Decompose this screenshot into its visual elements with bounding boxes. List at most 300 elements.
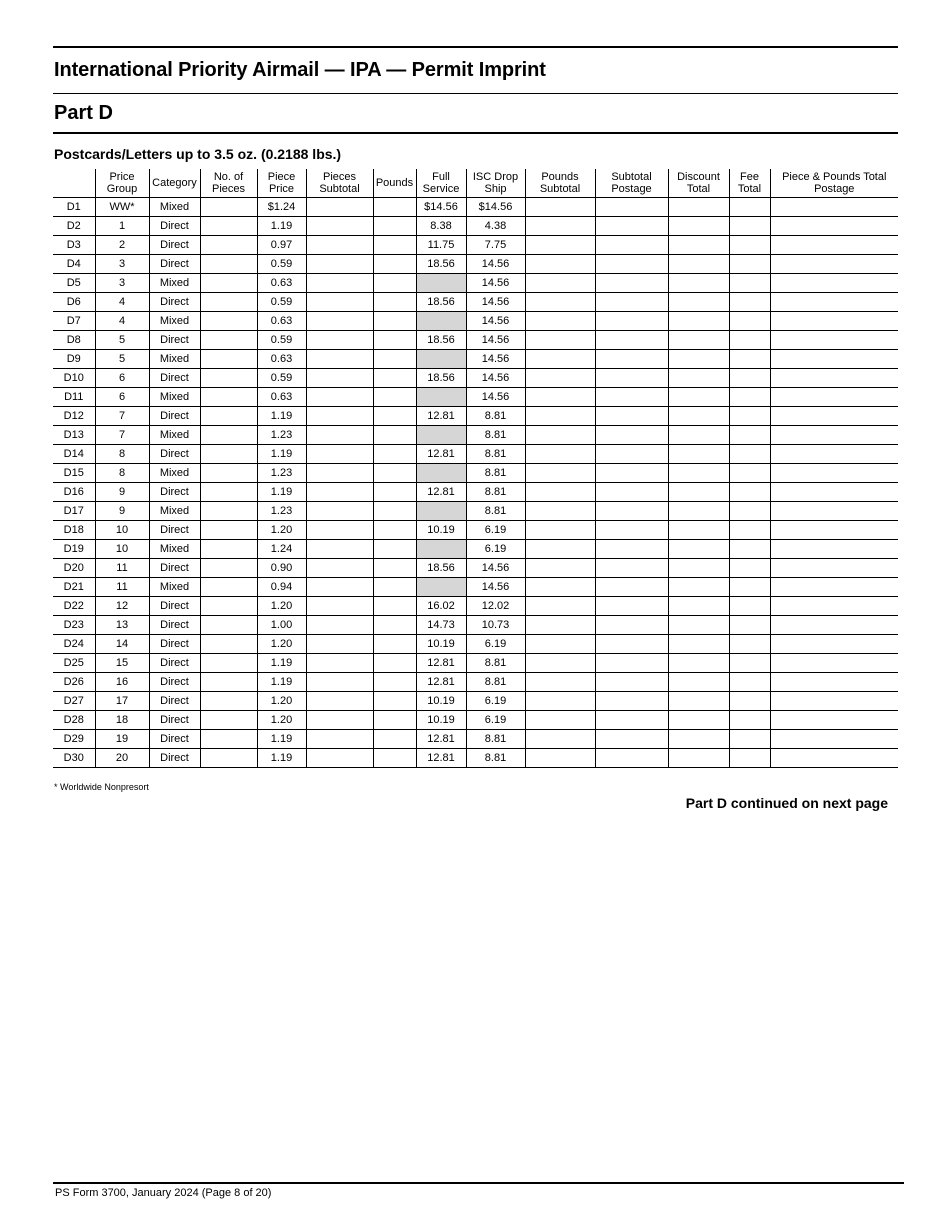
row-id: D25 [53, 654, 95, 673]
fee-total-input[interactable] [729, 426, 770, 445]
pounds-subtotal-input[interactable] [525, 483, 595, 502]
pounds-input[interactable] [373, 350, 416, 369]
fee-total-input[interactable] [729, 559, 770, 578]
pounds-subtotal-input[interactable] [525, 616, 595, 635]
piece-price-cell: 1.23 [257, 464, 306, 483]
piece-price-cell: 1.19 [257, 217, 306, 236]
pounds-input[interactable] [373, 483, 416, 502]
subtotal-postage-input[interactable] [595, 350, 668, 369]
pounds-subtotal-input[interactable] [525, 654, 595, 673]
pieces-input[interactable] [200, 673, 257, 692]
pieces-subtotal-input[interactable] [306, 540, 373, 559]
pieces-subtotal-input[interactable] [306, 616, 373, 635]
pieces-input[interactable] [200, 369, 257, 388]
subtotal-postage-input[interactable] [595, 502, 668, 521]
pounds-input[interactable] [373, 274, 416, 293]
row-id: D5 [53, 274, 95, 293]
price-group-cell: 5 [95, 350, 149, 369]
fee-total-input[interactable] [729, 388, 770, 407]
pounds-subtotal-input[interactable] [525, 673, 595, 692]
fee-total-input[interactable] [729, 540, 770, 559]
price-group-cell: 13 [95, 616, 149, 635]
pounds-input[interactable] [373, 521, 416, 540]
price-group-cell: 3 [95, 255, 149, 274]
pounds-input[interactable] [373, 578, 416, 597]
pieces-input[interactable] [200, 616, 257, 635]
total-postage-input[interactable] [770, 483, 898, 502]
pieces-input[interactable] [200, 293, 257, 312]
row-id: D24 [53, 635, 95, 654]
pieces-input[interactable] [200, 559, 257, 578]
fee-total-input[interactable] [729, 616, 770, 635]
fee-total-input[interactable] [729, 692, 770, 711]
pounds-subtotal-input[interactable] [525, 255, 595, 274]
total-postage-input[interactable] [770, 255, 898, 274]
pounds-subtotal-input[interactable] [525, 502, 595, 521]
pieces-input[interactable] [200, 749, 257, 768]
subtotal-postage-input[interactable] [595, 730, 668, 749]
pieces-input[interactable] [200, 426, 257, 445]
discount-total-input[interactable] [668, 635, 729, 654]
pieces-subtotal-input[interactable] [306, 502, 373, 521]
row-id: D13 [53, 426, 95, 445]
pieces-input[interactable] [200, 198, 257, 217]
pieces-subtotal-input[interactable] [306, 274, 373, 293]
pounds-input[interactable] [373, 711, 416, 730]
pounds-subtotal-input[interactable] [525, 464, 595, 483]
piece-price-cell: 1.19 [257, 749, 306, 768]
subtotal-postage-input[interactable] [595, 673, 668, 692]
total-postage-input[interactable] [770, 540, 898, 559]
pieces-input[interactable] [200, 483, 257, 502]
pounds-subtotal-input[interactable] [525, 749, 595, 768]
pieces-subtotal-input[interactable] [306, 749, 373, 768]
isc-drop-ship-cell: 14.56 [466, 350, 525, 369]
full-service-cell: 12.81 [416, 407, 466, 426]
pounds-input[interactable] [373, 369, 416, 388]
discount-total-input[interactable] [668, 312, 729, 331]
fee-total-input[interactable] [729, 350, 770, 369]
table-row [53, 350, 898, 369]
discount-total-input[interactable] [668, 198, 729, 217]
pieces-input[interactable] [200, 597, 257, 616]
total-postage-input[interactable] [770, 293, 898, 312]
subtotal-postage-input[interactable] [595, 711, 668, 730]
pounds-input[interactable] [373, 464, 416, 483]
subtotal-postage-input[interactable] [595, 578, 668, 597]
discount-total-input[interactable] [668, 654, 729, 673]
discount-total-input[interactable] [668, 331, 729, 350]
full-service-cell: 18.56 [416, 331, 466, 350]
discount-total-input[interactable] [668, 407, 729, 426]
pieces-input[interactable] [200, 331, 257, 350]
subtotal-postage-input[interactable] [595, 255, 668, 274]
subtotal-postage-input[interactable] [595, 635, 668, 654]
subtotal-postage-input[interactable] [595, 654, 668, 673]
pounds-subtotal-input[interactable] [525, 350, 595, 369]
total-postage-input[interactable] [770, 331, 898, 350]
row-id: D29 [53, 730, 95, 749]
discount-total-input[interactable] [668, 673, 729, 692]
full-service-cell: 12.81 [416, 445, 466, 464]
pieces-subtotal-input[interactable] [306, 578, 373, 597]
fee-total-input[interactable] [729, 312, 770, 331]
fee-total-input[interactable] [729, 711, 770, 730]
discount-total-input[interactable] [668, 369, 729, 388]
pounds-subtotal-input[interactable] [525, 559, 595, 578]
pieces-subtotal-input[interactable] [306, 331, 373, 350]
fee-total-input[interactable] [729, 502, 770, 521]
pounds-input[interactable] [373, 255, 416, 274]
full-service-cell: 12.81 [416, 673, 466, 692]
table-row [53, 673, 898, 692]
table-header-row [53, 169, 898, 198]
pounds-input[interactable] [373, 293, 416, 312]
row-id: D15 [53, 464, 95, 483]
total-postage-input[interactable] [770, 521, 898, 540]
pieces-input[interactable] [200, 654, 257, 673]
full-service-cell: 16.02 [416, 597, 466, 616]
subtotal-postage-input[interactable] [595, 445, 668, 464]
subtotal-postage-input[interactable] [595, 407, 668, 426]
pounds-subtotal-input[interactable] [525, 692, 595, 711]
total-postage-input[interactable] [770, 198, 898, 217]
fee-total-input[interactable] [729, 369, 770, 388]
fee-total-input[interactable] [729, 217, 770, 236]
total-postage-input[interactable] [770, 597, 898, 616]
pieces-subtotal-input[interactable] [306, 293, 373, 312]
pounds-subtotal-input[interactable] [525, 236, 595, 255]
pieces-subtotal-input[interactable] [306, 711, 373, 730]
total-postage-input[interactable] [770, 236, 898, 255]
category-cell: Direct [149, 635, 200, 654]
discount-total-input[interactable] [668, 540, 729, 559]
pounds-input[interactable] [373, 236, 416, 255]
pounds-subtotal-input[interactable] [525, 217, 595, 236]
discount-total-header: Discount Total [668, 169, 729, 198]
table-row [53, 388, 898, 407]
pieces-input[interactable] [200, 445, 257, 464]
piece-price-cell: 0.59 [257, 331, 306, 350]
pieces-subtotal-input[interactable] [306, 521, 373, 540]
total-postage-input[interactable] [770, 407, 898, 426]
category-cell: Direct [149, 749, 200, 768]
subtotal-postage-input[interactable] [595, 426, 668, 445]
full-service-cell: $14.56 [416, 198, 466, 217]
piece-price-cell: 0.94 [257, 578, 306, 597]
category-cell: Direct [149, 255, 200, 274]
pounds-input[interactable] [373, 692, 416, 711]
piece-price-cell: 0.63 [257, 388, 306, 407]
total-postage-input[interactable] [770, 711, 898, 730]
total-postage-input[interactable] [770, 730, 898, 749]
subtotal-postage-input[interactable] [595, 236, 668, 255]
pounds-input[interactable] [373, 597, 416, 616]
total-postage-input[interactable] [770, 654, 898, 673]
pounds-subtotal-input[interactable] [525, 578, 595, 597]
pieces-input[interactable] [200, 578, 257, 597]
pieces-subtotal-input[interactable] [306, 198, 373, 217]
pounds-input[interactable] [373, 445, 416, 464]
pieces-input[interactable] [200, 350, 257, 369]
table-row [53, 730, 898, 749]
subtotal-postage-input[interactable] [595, 597, 668, 616]
pieces-subtotal-input[interactable] [306, 350, 373, 369]
pieces-input[interactable] [200, 464, 257, 483]
total-postage-input[interactable] [770, 426, 898, 445]
discount-total-input[interactable] [668, 711, 729, 730]
subtotal-postage-input[interactable] [595, 559, 668, 578]
subtotal-postage-input[interactable] [595, 369, 668, 388]
pieces-subtotal-input[interactable] [306, 312, 373, 331]
subtotal-postage-input[interactable] [595, 217, 668, 236]
pieces-input[interactable] [200, 407, 257, 426]
pieces-subtotal-input[interactable] [306, 388, 373, 407]
total-postage-input[interactable] [770, 274, 898, 293]
subtotal-postage-input[interactable] [595, 616, 668, 635]
pounds-input[interactable] [373, 654, 416, 673]
fee-total-input[interactable] [729, 483, 770, 502]
subtotal-postage-input[interactable] [595, 274, 668, 293]
discount-total-input[interactable] [668, 236, 729, 255]
pounds-input[interactable] [373, 540, 416, 559]
discount-total-input[interactable] [668, 692, 729, 711]
isc-drop-ship-cell: 8.81 [466, 749, 525, 768]
pounds-input[interactable] [373, 217, 416, 236]
fee-total-input[interactable] [729, 521, 770, 540]
row-id: D22 [53, 597, 95, 616]
pounds-subtotal-input[interactable] [525, 635, 595, 654]
pounds-subtotal-input[interactable] [525, 198, 595, 217]
pounds-input[interactable] [373, 312, 416, 331]
row-id: D2 [53, 217, 95, 236]
pieces-input[interactable] [200, 540, 257, 559]
fee-total-input[interactable] [729, 673, 770, 692]
subtotal-postage-input[interactable] [595, 483, 668, 502]
pounds-input[interactable] [373, 616, 416, 635]
fee-total-input[interactable] [729, 635, 770, 654]
discount-total-input[interactable] [668, 521, 729, 540]
section-heading: Postcards/Letters up to 3.5 oz. (0.2188 lbs.) [54, 146, 342, 162]
subtotal-postage-input[interactable] [595, 331, 668, 350]
pieces-input[interactable] [200, 217, 257, 236]
pounds-input[interactable] [373, 331, 416, 350]
pounds-subtotal-input[interactable] [525, 540, 595, 559]
category-cell: Direct [149, 692, 200, 711]
discount-total-input[interactable] [668, 445, 729, 464]
isc-drop-ship-cell: 6.19 [466, 711, 525, 730]
pounds-input[interactable] [373, 426, 416, 445]
subtotal-postage-input[interactable] [595, 198, 668, 217]
pieces-subtotal-input[interactable] [306, 635, 373, 654]
pieces-subtotal-input[interactable] [306, 255, 373, 274]
pounds-input[interactable] [373, 730, 416, 749]
pieces-subtotal-input[interactable] [306, 426, 373, 445]
total-postage-input[interactable] [770, 445, 898, 464]
piece-price-cell: 1.19 [257, 673, 306, 692]
pounds-input[interactable] [373, 407, 416, 426]
pieces-input[interactable] [200, 635, 257, 654]
total-postage-input[interactable] [770, 578, 898, 597]
pounds-subtotal-input[interactable] [525, 274, 595, 293]
full-service-cell [416, 274, 466, 293]
pieces-subtotal-input[interactable] [306, 597, 373, 616]
price-group-cell: WW* [95, 198, 149, 217]
price-group-cell: 2 [95, 236, 149, 255]
pounds-subtotal-input[interactable] [525, 445, 595, 464]
pounds-input[interactable] [373, 673, 416, 692]
fee-total-input[interactable] [729, 597, 770, 616]
pounds-input[interactable] [373, 635, 416, 654]
fee-total-input[interactable] [729, 464, 770, 483]
pieces-input[interactable] [200, 730, 257, 749]
total-postage-input[interactable] [770, 369, 898, 388]
fee-total-input[interactable] [729, 730, 770, 749]
pieces-input[interactable] [200, 312, 257, 331]
discount-total-input[interactable] [668, 597, 729, 616]
isc-drop-ship-cell: 14.56 [466, 293, 525, 312]
discount-total-input[interactable] [668, 350, 729, 369]
table-row [53, 407, 898, 426]
pounds-subtotal-input[interactable] [525, 388, 595, 407]
pounds-subtotal-input[interactable] [525, 369, 595, 388]
isc-drop-ship-cell: 14.56 [466, 388, 525, 407]
discount-total-input[interactable] [668, 274, 729, 293]
subtotal-postage-input[interactable] [595, 540, 668, 559]
pounds-subtotal-input[interactable] [525, 711, 595, 730]
total-postage-input[interactable] [770, 692, 898, 711]
pieces-header: No. of Pieces [200, 169, 257, 198]
fee-total-input[interactable] [729, 331, 770, 350]
row-id: D8 [53, 331, 95, 350]
fee-total-input[interactable] [729, 749, 770, 768]
pounds-subtotal-input[interactable] [525, 730, 595, 749]
fee-total-input[interactable] [729, 274, 770, 293]
fee-total-input[interactable] [729, 654, 770, 673]
subtotal-postage-input[interactable] [595, 692, 668, 711]
pounds-subtotal-input[interactable] [525, 521, 595, 540]
total-postage-input[interactable] [770, 673, 898, 692]
total-postage-input[interactable] [770, 749, 898, 768]
fee-total-input[interactable] [729, 578, 770, 597]
pieces-subtotal-input[interactable] [306, 692, 373, 711]
isc-drop-ship-cell: 6.19 [466, 635, 525, 654]
discount-total-input[interactable] [668, 616, 729, 635]
pounds-subtotal-input[interactable] [525, 597, 595, 616]
pounds-subtotal-input[interactable] [525, 293, 595, 312]
pieces-subtotal-input[interactable] [306, 673, 373, 692]
subtotal-postage-input[interactable] [595, 293, 668, 312]
discount-total-input[interactable] [668, 502, 729, 521]
row-id: D21 [53, 578, 95, 597]
fee-total-input[interactable] [729, 198, 770, 217]
discount-total-input[interactable] [668, 749, 729, 768]
pieces-input[interactable] [200, 255, 257, 274]
pounds-subtotal-input[interactable] [525, 331, 595, 350]
table-row [53, 369, 898, 388]
fee-total-input[interactable] [729, 293, 770, 312]
pieces-input[interactable] [200, 692, 257, 711]
pieces-subtotal-input[interactable] [306, 654, 373, 673]
pieces-input[interactable] [200, 388, 257, 407]
pounds-subtotal-header: Pounds Subtotal [525, 169, 595, 198]
pounds-subtotal-input[interactable] [525, 407, 595, 426]
discount-total-input[interactable] [668, 255, 729, 274]
table-row [53, 616, 898, 635]
pieces-subtotal-input[interactable] [306, 730, 373, 749]
discount-total-input[interactable] [668, 578, 729, 597]
total-postage-input[interactable] [770, 217, 898, 236]
subtotal-postage-input[interactable] [595, 464, 668, 483]
pieces-subtotal-input[interactable] [306, 445, 373, 464]
total-postage-input[interactable] [770, 388, 898, 407]
row-id: D23 [53, 616, 95, 635]
pieces-subtotal-input[interactable] [306, 217, 373, 236]
fee-total-input[interactable] [729, 255, 770, 274]
subtotal-postage-input[interactable] [595, 388, 668, 407]
discount-total-input[interactable] [668, 388, 729, 407]
total-postage-input[interactable] [770, 616, 898, 635]
pieces-input[interactable] [200, 502, 257, 521]
pounds-header: Pounds [373, 169, 416, 198]
discount-total-input[interactable] [668, 464, 729, 483]
fee-total-input[interactable] [729, 236, 770, 255]
total-postage-input[interactable] [770, 635, 898, 654]
pieces-input[interactable] [200, 274, 257, 293]
pounds-input[interactable] [373, 559, 416, 578]
total-postage-input[interactable] [770, 350, 898, 369]
subtotal-postage-input[interactable] [595, 749, 668, 768]
price-group-cell: 20 [95, 749, 149, 768]
discount-total-input[interactable] [668, 730, 729, 749]
piece-price-cell: 0.59 [257, 293, 306, 312]
subtotal-postage-input[interactable] [595, 312, 668, 331]
pieces-subtotal-input[interactable] [306, 407, 373, 426]
pieces-input[interactable] [200, 711, 257, 730]
pieces-subtotal-input[interactable] [306, 236, 373, 255]
discount-total-input[interactable] [668, 217, 729, 236]
isc-drop-ship-cell: 4.38 [466, 217, 525, 236]
pounds-input[interactable] [373, 198, 416, 217]
total-postage-input[interactable] [770, 502, 898, 521]
pounds-subtotal-input[interactable] [525, 312, 595, 331]
fee-total-input[interactable] [729, 407, 770, 426]
piece-price-cell: 1.24 [257, 540, 306, 559]
pieces-subtotal-input[interactable] [306, 483, 373, 502]
pieces-input[interactable] [200, 236, 257, 255]
pieces-subtotal-input[interactable] [306, 464, 373, 483]
pounds-input[interactable] [373, 388, 416, 407]
total-postage-input[interactable] [770, 464, 898, 483]
total-postage-input[interactable] [770, 559, 898, 578]
form-footer: PS Form 3700, January 2024 (Page 8 of 20) [55, 1187, 272, 1199]
pieces-subtotal-input[interactable] [306, 369, 373, 388]
total-postage-input[interactable] [770, 312, 898, 331]
discount-total-input[interactable] [668, 293, 729, 312]
fee-total-input[interactable] [729, 445, 770, 464]
subtotal-postage-input[interactable] [595, 521, 668, 540]
discount-total-input[interactable] [668, 426, 729, 445]
discount-total-input[interactable] [668, 483, 729, 502]
price-group-cell: 18 [95, 711, 149, 730]
isc-drop-ship-cell: 6.19 [466, 692, 525, 711]
pieces-subtotal-input[interactable] [306, 559, 373, 578]
discount-total-input[interactable] [668, 559, 729, 578]
pieces-input[interactable] [200, 521, 257, 540]
pounds-subtotal-input[interactable] [525, 426, 595, 445]
pounds-input[interactable] [373, 749, 416, 768]
pounds-input[interactable] [373, 502, 416, 521]
